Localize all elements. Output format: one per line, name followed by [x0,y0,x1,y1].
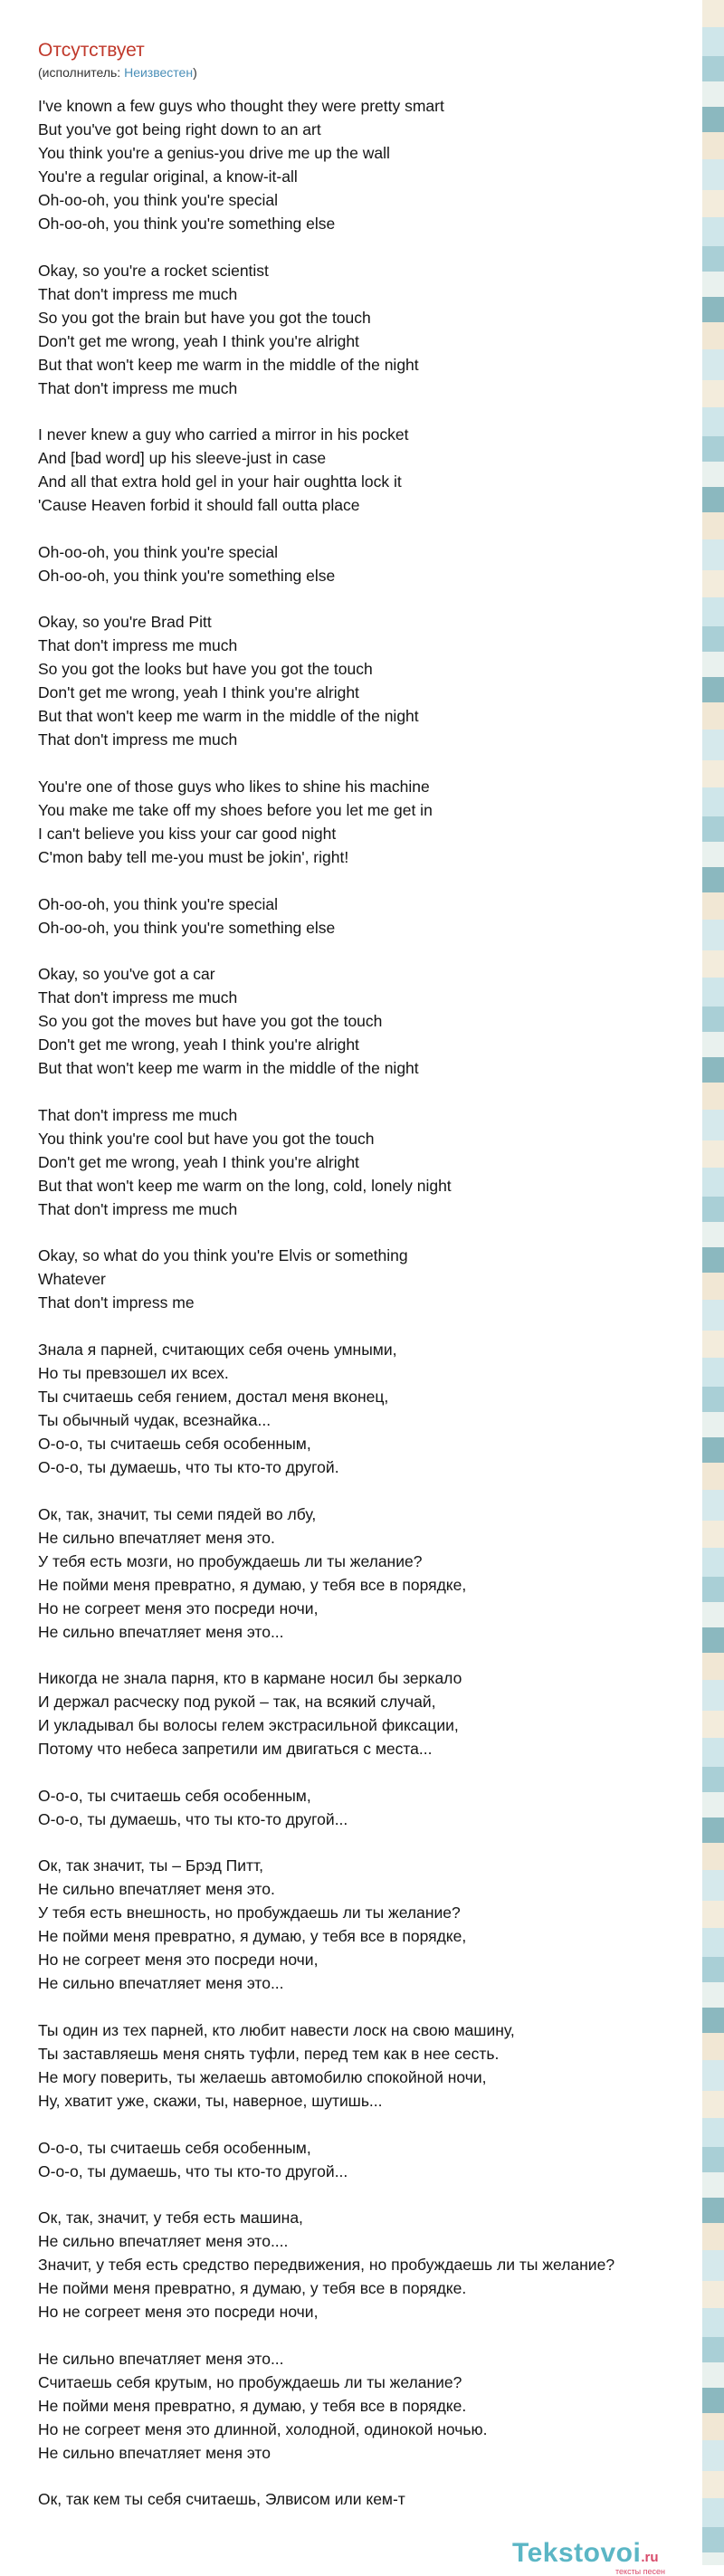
lyric-line: Но не согреет меня это посреди ночи, [38,2303,319,2322]
lyric-line: Ок, так кем ты себя считаешь, Элвисом или кем-т [38,2490,405,2509]
lyric-line: So you got the looks but have you got the touch [38,660,373,679]
lyric-line: And [bad word] up his sleeve-just in case [38,449,327,468]
lyrics-stanza [38,2206,724,2323]
lyrics-stanza [38,892,724,940]
lyrics-stanza [38,1503,724,1644]
lyrics-stanza [38,94,724,235]
lyric-line: You think you're cool but have you got the touch [38,1129,375,1148]
lyrics-stanza [38,423,724,517]
lyrics-stanza [38,540,724,587]
logo-tagline: тексты песен [615,2567,666,2576]
lyric-line: That don't impress me much [38,378,238,397]
lyric-line: Не сильно впечатляет меня это. [38,1880,275,1899]
lyric-line: That don't impress me much [38,988,238,1007]
lyric-line: But that won't keep me warm in the middle of the night [38,355,419,374]
lyric-line: И держал расческу под рукой – так, на всякий случай, [38,1693,436,1712]
lyric-line: Ты заставляешь меня снять туфли, перед тем как в нее сесть. [38,2044,500,2063]
lyric-line: Знала я парней, считающих себя очень умными, [38,1340,397,1359]
lyric-line: О-о-о, ты считаешь себя особенным, [38,1434,311,1453]
lyric-line: But that won't keep me warm on the long, cold, lonely night [38,1176,452,1195]
lyric-line: Oh-oo-oh, you think you're something else [38,566,336,585]
lyrics-stanza [38,2018,724,2113]
lyric-line: I never knew a guy who carried a mirror in his pocket [38,425,409,444]
lyric-line: О-о-о, ты думаешь, что ты кто-то другой. [38,1457,339,1476]
artist-suffix: ) [193,65,197,80]
lyric-line: Oh-oo-oh, you think you're special [38,894,279,913]
lyric-line: Не пойми меня превратно, я думаю, у тебя все в порядке. [38,2396,467,2415]
artist-prefix: (исполнитель: [38,65,125,80]
lyric-line: Ты считаешь себя гением, достал меня вконец, [38,1387,389,1406]
artist-line [38,65,197,80]
lyric-line: You're one of those guys who likes to shine his machine [38,777,430,796]
lyric-line: Don't get me wrong, yeah I think you're alright [38,683,359,702]
lyrics-stanza [38,259,724,400]
lyric-line: Ок, так, значит, у тебя есть машина, [38,2209,303,2228]
lyric-line: And all that extra hold gel in your hair oughtta lock it [38,472,402,491]
lyric-line: Okay, so what do you think you're Elvis or something [38,1246,408,1265]
lyric-line: О-о-о, ты считаешь себя особенным, [38,1786,311,1805]
lyric-line: You think you're a genius-you drive me up the wall [38,144,390,162]
lyric-line: That don't impress me much [38,1199,238,1218]
lyric-line: Whatever [38,1270,106,1289]
lyric-line: That don't impress me much [38,636,238,655]
lyric-line: Не пойми меня превратно, я думаю, у тебя все в порядке, [38,1927,467,1946]
song-title: Отсутствует [38,40,145,61]
lyric-line: Oh-oo-oh, you think you're special [38,542,279,561]
lyric-line: 'Cause Heaven forbid it should fall outta place [38,496,360,515]
lyrics-stanza [38,1103,724,1221]
lyric-line: But you've got being right down to an art [38,120,321,138]
lyrics-stanza [38,962,724,1080]
lyric-line: И укладывал бы волосы гелем экстрасильной фиксации, [38,1716,459,1735]
lyrics-stanza [38,610,724,751]
lyrics-stanza [38,2487,724,2511]
lyric-line: Ок, так значит, ты – Брэд Питт, [38,1856,263,1875]
lyrics-stanza [38,1338,724,1479]
lyric-line: Don't get me wrong, yeah I think you're alright [38,1152,359,1171]
lyric-line: Oh-oo-oh, you think you're special [38,191,279,209]
lyric-line: Считаешь себя крутым, но пробуждаешь ли ты желание? [38,2372,462,2391]
lyric-line: Не пойми меня превратно, я думаю, у тебя все в порядке, [38,1575,467,1594]
lyric-line: Не сильно впечатляет меня это... [38,2349,284,2368]
lyric-line: Но не согреет меня это посреди ночи, [38,1951,319,1970]
lyric-line: Ты один из тех парней, кто любит навести лоск на свою машину, [38,2020,515,2039]
lyric-line: So you got the moves but have you got the touch [38,1012,383,1031]
lyric-line: Не сильно впечатляет меня это. [38,1528,275,1547]
lyric-line: Не сильно впечатляет меня это... [38,1622,284,1641]
artist-link[interactable]: Неизвестен [124,65,194,80]
lyrics-stanza [38,775,724,869]
lyric-line: Oh-oo-oh, you think you're something else [38,918,336,937]
lyric-line: Ты обычный чудак, всезнайка... [38,1410,272,1429]
lyric-line: I can't believe you kiss your car good night [38,824,337,843]
site-logo[interactable] [512,2540,690,2576]
lyrics-stanza [38,1784,724,1831]
lyric-line: Не сильно впечатляет меня это.... [38,2232,289,2251]
lyric-line: You're a regular original, a know-it-all [38,167,298,186]
lyric-line: Okay, so you're Brad Pitt [38,613,212,632]
lyric-line: У тебя есть мозги, но пробуждаешь ли ты желание? [38,1551,423,1570]
lyric-line: Don't get me wrong, yeah I think you're alright [38,331,359,350]
lyric-line: О-о-о, ты думаешь, что ты кто-то другой... [38,2161,348,2180]
lyric-line: That don't impress me much [38,284,238,303]
lyric-line: Но ты превзошел их всех. [38,1363,229,1382]
lyric-line: Okay, so you've got a car [38,965,215,984]
lyric-line: Не сильно впечатляет меня это [38,2443,271,2462]
lyric-line: Не сильно впечатляет меня это... [38,1974,284,1993]
lyric-line: Никогда не знала парня, кто в кармане носил бы зеркало [38,1669,462,1688]
lyric-line: Но не согреет меня это посреди ночи, [38,1598,319,1617]
lyrics-stanza [38,1666,724,1760]
lyrics-body [38,94,724,2534]
lyric-line: Ок, так, значит, ты семи пядей во лбу, [38,1504,317,1523]
lyric-line: Значит, у тебя есть средство передвижения, но пробуждаешь ли ты желание? [38,2256,615,2275]
lyric-line: But that won't keep me warm in the middle of the night [38,1059,419,1078]
lyric-line: But that won't keep me warm in the middle of the night [38,707,419,726]
lyric-line: Okay, so you're a rocket scientist [38,261,269,280]
lyrics-stanza [38,2347,724,2465]
lyric-line: Don't get me wrong, yeah I think you're alright [38,1035,359,1054]
lyric-line: Oh-oo-oh, you think you're something else [38,215,336,233]
lyric-line: C'mon baby tell me-you must be jokin', right! [38,847,349,866]
lyric-line: Потому что небеса запретили им двигаться с места... [38,1740,433,1759]
lyric-line: I've known a few guys who thought they were pretty smart [38,97,444,115]
lyrics-stanza [38,1244,724,1314]
lyric-line: You make me take off my shoes before you let me get in [38,800,433,819]
lyric-line: That don't impress me [38,1293,195,1312]
lyric-line: That don't impress me much [38,1105,238,1124]
lyric-line: That don't impress me much [38,730,238,749]
lyric-line: So you got the brain but have you got the touch [38,308,371,327]
logo-name: Tekstovoi [512,2538,642,2568]
lyric-line: Не пойми меня превратно, я думаю, у тебя все в порядке. [38,2279,467,2298]
lyric-line: О-о-о, ты думаешь, что ты кто-то другой... [38,1809,348,1828]
lyrics-stanza [38,2136,724,2183]
lyric-line: Не могу поверить, ты желаешь автомобилю спокойной ночи, [38,2067,487,2086]
lyric-line: Но не согреет меня это длинной, холодной, одинокой ночью. [38,2419,488,2438]
logo-tld: .ru [641,2550,659,2565]
lyrics-stanza [38,1854,724,1995]
lyric-line: Ну, хватит уже, скажи, ты, наверное, шутишь... [38,2091,383,2110]
lyric-line: У тебя есть внешность, но пробуждаешь ли ты желание? [38,1903,461,1922]
lyric-line: О-о-о, ты считаешь себя особенным, [38,2138,311,2157]
